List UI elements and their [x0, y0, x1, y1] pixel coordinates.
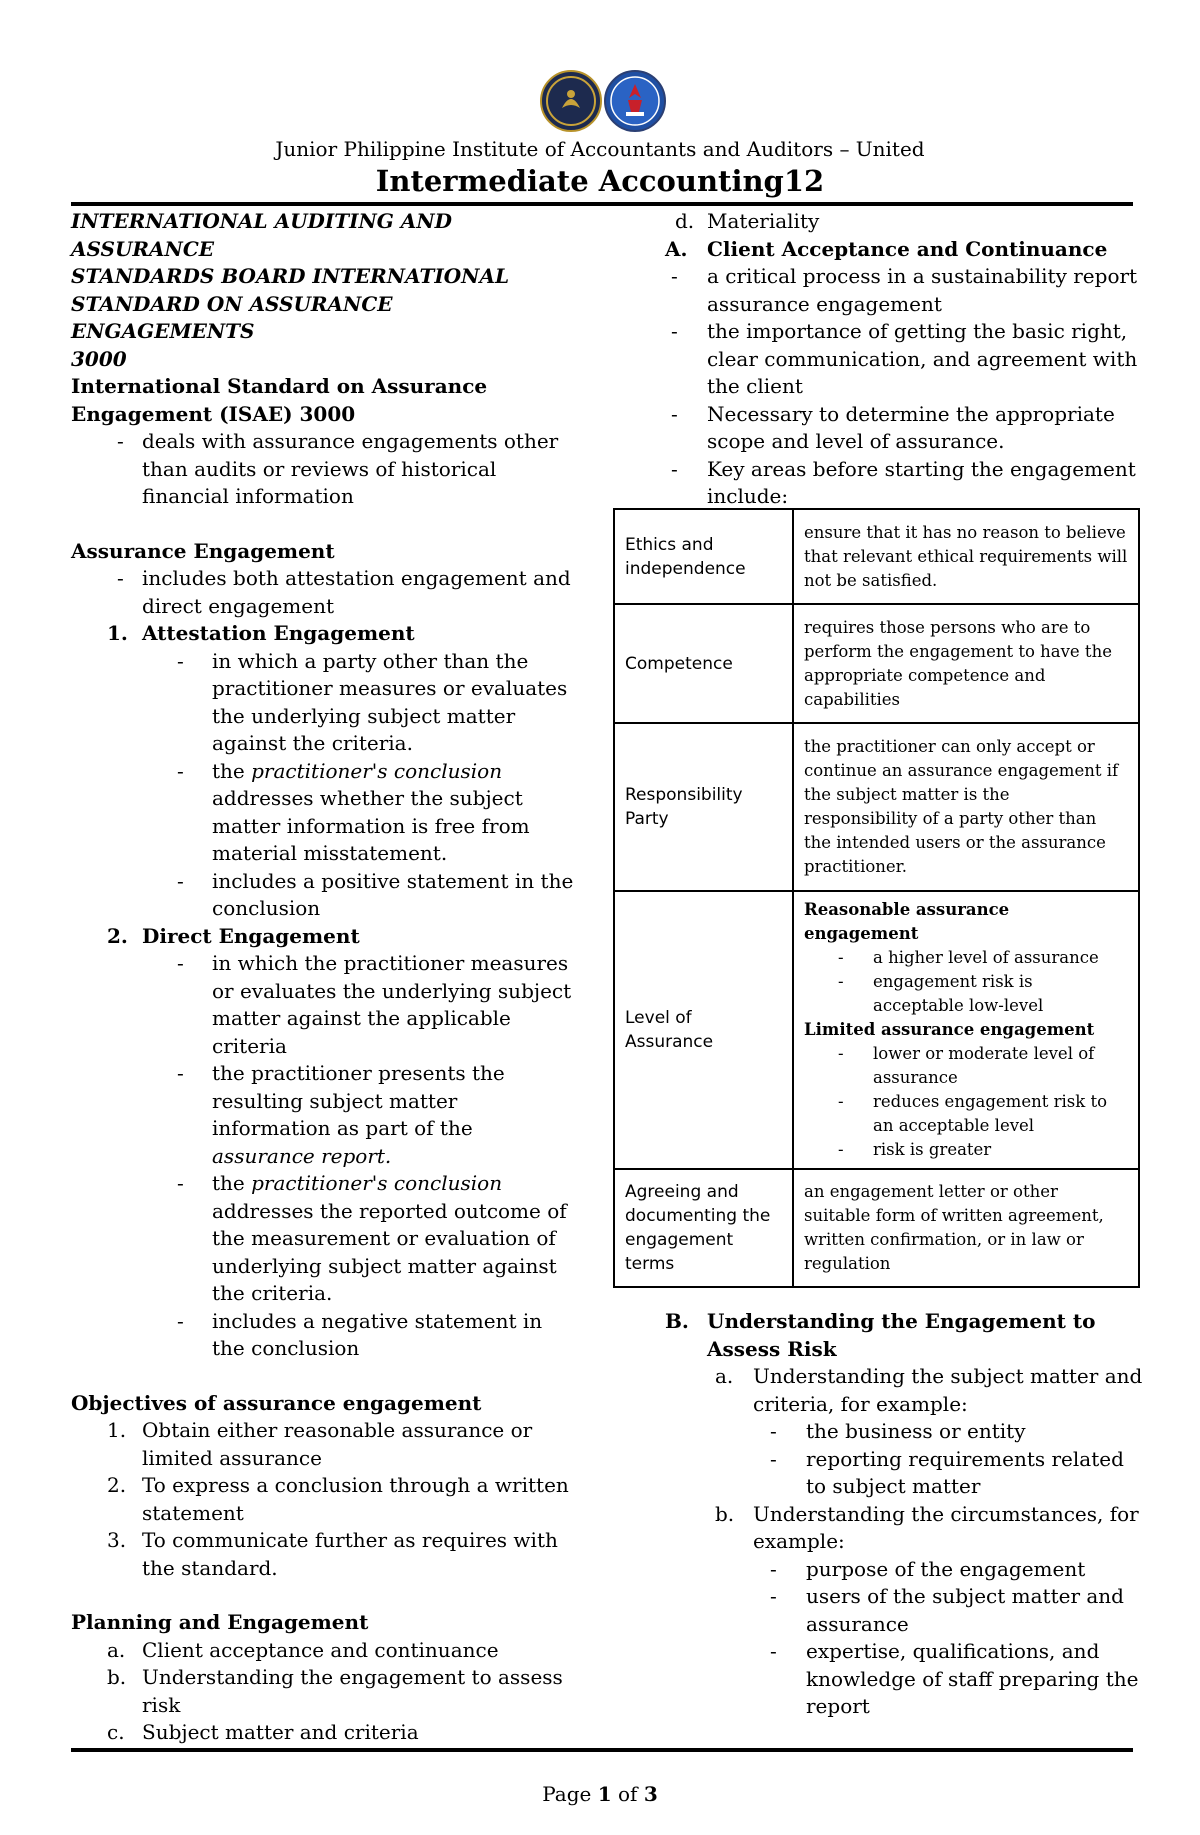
- list-item: [804, 1042, 1128, 1090]
- board-title: [71, 208, 581, 373]
- direct-bullet-4: includes a negative statement in the conclusion: [212, 1308, 543, 1360]
- bullet-dash: -: [177, 1308, 184, 1333]
- right-column-lower: [645, 1308, 1145, 1721]
- direct-bullet-3-post: addresses the reported outcome of the measurement or evaluation of underlying subject matter against the criteria.: [212, 1198, 567, 1305]
- list-item: [645, 318, 1145, 401]
- bullet-dash: -: [671, 456, 678, 481]
- list-item: [804, 970, 1128, 1018]
- list-item: [71, 1060, 581, 1170]
- list-item: [645, 1363, 1145, 1418]
- board-title-line: INTERNATIONAL AUDITING AND ASSURANCE: [71, 209, 452, 261]
- isae-title: International Standard on Assurance Engagement (ISAE) 3000: [71, 374, 488, 426]
- bullet-dash: -: [671, 401, 678, 426]
- bullet-dash: -: [770, 1446, 777, 1471]
- table-cell: [793, 891, 1139, 1169]
- jpia-seal-icon: [540, 70, 602, 132]
- page-current: 1: [597, 1782, 612, 1806]
- list-item: [645, 1446, 1145, 1501]
- isae-bullet: deals with assurance engagements other than audits or reviews of historical financial information: [142, 429, 559, 508]
- objectives-title: Objectives of assurance engagement: [71, 1390, 482, 1415]
- list-item: [71, 868, 581, 923]
- direct-bullet-2-italic: assurance report.: [212, 1143, 392, 1168]
- section-letter: B.: [665, 1309, 689, 1333]
- bullet-dash: -: [177, 951, 184, 975]
- limited-point: reduces engagement risk to an acceptable level: [873, 1092, 1108, 1135]
- a-bullet: Key areas before starting the engagement include:: [707, 456, 1136, 508]
- b-a-bullet: the business or entity: [806, 1419, 1026, 1443]
- page-indicator: [0, 1782, 1200, 1806]
- planning-text: Subject matter and criteria: [142, 1720, 419, 1744]
- table-row: [614, 723, 1139, 891]
- list-item: [71, 1170, 581, 1308]
- header-rule: [71, 202, 1133, 206]
- bullet-dash: -: [177, 758, 184, 783]
- materiality-text: Materiality: [707, 209, 820, 233]
- list-letter: c.: [107, 1720, 125, 1744]
- footer-rule: [71, 1748, 1133, 1752]
- table-cell: requires those persons who are to perform the engagement to have the appropriate competence and capabilities: [793, 604, 1139, 723]
- table-cell-heading: Level of Assurance: [614, 891, 793, 1169]
- list-item: [645, 1501, 1145, 1556]
- list-letter: d.: [675, 209, 695, 233]
- board-title-line: STANDARD ON ASSURANCE ENGAGEMENTS: [71, 291, 393, 343]
- section-b-title: Understanding the Engagement to Assess Risk: [707, 1309, 1096, 1361]
- section-letter: A.: [665, 236, 688, 261]
- objective-text: To communicate further as requires with the standard.: [142, 1528, 558, 1580]
- bullet-dash: -: [770, 1639, 777, 1663]
- bullet-dash: -: [177, 648, 184, 673]
- bullet-dash: -: [177, 1061, 184, 1085]
- direct-bullet-3-italic: practitioner's conclusion: [251, 1171, 503, 1195]
- key-areas-table: [613, 508, 1140, 1288]
- objective-text: To express a conclusion through a written statement: [142, 1473, 569, 1525]
- bullet-dash: -: [838, 1044, 844, 1063]
- a-bullet: a critical process in a sustainability report assurance engagement: [707, 264, 1138, 316]
- table-cell-heading: Agreeing and documenting the engagement terms: [614, 1169, 793, 1287]
- list-item: [645, 1418, 1145, 1446]
- list-number: 1.: [107, 1418, 127, 1442]
- list-item: [71, 1417, 581, 1472]
- direct-heading: [71, 923, 581, 951]
- planning-text: Client acceptance and continuance: [142, 1637, 499, 1662]
- list-item: [804, 1090, 1128, 1138]
- page-total: 3: [643, 1782, 658, 1806]
- bullet-dash: -: [838, 972, 844, 991]
- list-item: [71, 1527, 581, 1582]
- bullet-dash: -: [770, 1584, 777, 1608]
- list-item: [645, 456, 1145, 511]
- left-column: [71, 208, 581, 1747]
- attestation-heading: [71, 620, 581, 648]
- list-item: [71, 1472, 581, 1527]
- list-item: [804, 946, 1128, 970]
- reasonable-point: a higher level of assurance: [873, 948, 1099, 967]
- list-item: [645, 263, 1145, 318]
- section-a-title: Client Acceptance and Continuance: [707, 236, 1108, 261]
- direct-bullet-3-pre: the: [212, 1171, 245, 1195]
- list-item: [645, 1556, 1145, 1584]
- list-letter: a.: [715, 1364, 734, 1388]
- list-number: 3.: [107, 1528, 127, 1552]
- attest-bullet-2-post: addresses whether the subject matter information is free from material misstatement.: [212, 786, 530, 865]
- bullet-dash: -: [770, 1419, 777, 1443]
- b-b-bullet: expertise, qualifications, and knowledge of staff preparing the report: [806, 1639, 1139, 1718]
- institute-name: Junior Philippine Institute of Accountants and Auditors – United: [275, 137, 925, 161]
- section-b-heading: [645, 1308, 1145, 1363]
- list-letter: a.: [107, 1637, 126, 1662]
- table-cell: the practitioner can only accept or continue an assurance engagement if the subject matter is the responsibility of a party other than the intended users or the assurance practitioner.: [793, 723, 1139, 891]
- page-of: of: [618, 1782, 638, 1806]
- bullet-dash: -: [838, 1092, 844, 1111]
- list-item: [71, 428, 581, 511]
- list-item: [71, 758, 581, 868]
- list-item: [645, 1638, 1145, 1721]
- list-number: 1.: [107, 621, 128, 645]
- a-bullet: the importance of getting the basic right, clear communication, and agreement with the client: [707, 319, 1138, 398]
- list-item: [71, 1664, 581, 1719]
- direct-bullet-1: in which the practitioner measures or evaluates the underlying subject matter against the applicable criteria: [212, 951, 572, 1058]
- list-item: [804, 1138, 1128, 1162]
- reasonable-title: Reasonable assurance engagement: [804, 900, 1010, 943]
- list-letter: b.: [107, 1665, 127, 1689]
- board-title-line: 3000: [71, 346, 127, 371]
- bullet-dash: -: [838, 948, 844, 967]
- table-row: [614, 604, 1139, 723]
- list-number: 2.: [107, 923, 128, 948]
- list-item: [645, 401, 1145, 456]
- list-item: [71, 648, 581, 758]
- attestation-title: Attestation Engagement: [142, 621, 415, 645]
- bullet-dash: -: [117, 566, 124, 590]
- attest-bullet-1: in which a party other than the practitioner measures or evaluates the underlying subject matter against the criteria.: [212, 648, 568, 755]
- jpia-united-seal-icon: [604, 70, 666, 132]
- b-b-bullet: users of the subject matter and assurance: [806, 1584, 1124, 1636]
- bullet-dash: -: [770, 1556, 777, 1581]
- bullet-dash: -: [671, 319, 678, 343]
- table-row: [614, 1169, 1139, 1287]
- list-item: [71, 950, 581, 1060]
- limited-point: lower or moderate level of assurance: [873, 1044, 1095, 1087]
- b-a-text: Understanding the subject matter and criteria, for example:: [753, 1364, 1143, 1416]
- bullet-dash: -: [177, 1171, 184, 1195]
- section-a-heading: [645, 236, 1145, 264]
- list-item: [71, 1308, 581, 1363]
- page-prefix: Page: [542, 1782, 592, 1806]
- b-a-bullet: reporting requirements related to subject matter: [806, 1446, 1124, 1498]
- reasonable-point: engagement risk is acceptable low-level: [873, 972, 1044, 1015]
- limited-title: Limited assurance engagement: [804, 1020, 1095, 1039]
- direct-title: Direct Engagement: [142, 923, 360, 948]
- bullet-dash: -: [117, 429, 124, 453]
- bullet-dash: -: [838, 1140, 844, 1159]
- table-row: [614, 891, 1139, 1169]
- limited-point: risk is greater: [873, 1140, 992, 1159]
- course-title: Intermediate Accounting12: [375, 164, 825, 198]
- list-item: [71, 1637, 581, 1665]
- list-item: [645, 1583, 1145, 1638]
- table-cell: ensure that it has no reason to believe that relevant ethical requirements will not be satisfied.: [793, 509, 1139, 604]
- list-item: [645, 208, 1145, 236]
- attest-bullet-3: includes a positive statement in the conclusion: [212, 868, 574, 920]
- assurance-engagement-title: Assurance Engagement: [71, 538, 335, 563]
- direct-bullet-2-pre: the practitioner presents the resulting subject matter information as part of the: [212, 1061, 505, 1140]
- table-cell-heading: Competence: [614, 604, 793, 723]
- board-title-line: STANDARDS BOARD INTERNATIONAL: [71, 264, 510, 288]
- logos: [540, 70, 665, 136]
- list-letter: b.: [715, 1501, 735, 1526]
- attest-bullet-2-pre: the: [212, 758, 245, 783]
- table-row: [614, 509, 1139, 604]
- b-b-bullet: purpose of the engagement: [806, 1556, 1086, 1581]
- list-number: 2.: [107, 1473, 127, 1497]
- bullet-dash: -: [671, 264, 678, 288]
- attest-bullet-2-italic: practitioner's conclusion: [251, 758, 503, 783]
- list-item: [71, 565, 581, 620]
- bullet-dash: -: [177, 868, 184, 893]
- planning-title: Planning and Engagement: [71, 1610, 369, 1634]
- b-b-text: Understanding the circumstances, for example:: [753, 1501, 1139, 1553]
- objective-text: Obtain either reasonable assurance or limited assurance: [142, 1418, 533, 1470]
- table-cell: an engagement letter or other suitable form of written agreement, written confirmation, or in law or regulation: [793, 1169, 1139, 1287]
- table-cell-heading: Responsibility Party: [614, 723, 793, 891]
- a-bullet: Necessary to determine the appropriate scope and level of assurance.: [707, 401, 1115, 453]
- right-column: [645, 208, 1145, 511]
- planning-text: Understanding the engagement to assess risk: [142, 1665, 563, 1717]
- ae-bullet: includes both attestation engagement and direct engagement: [142, 566, 571, 618]
- table-cell-heading: Ethics and independence: [614, 509, 793, 604]
- list-item: [71, 1719, 581, 1747]
